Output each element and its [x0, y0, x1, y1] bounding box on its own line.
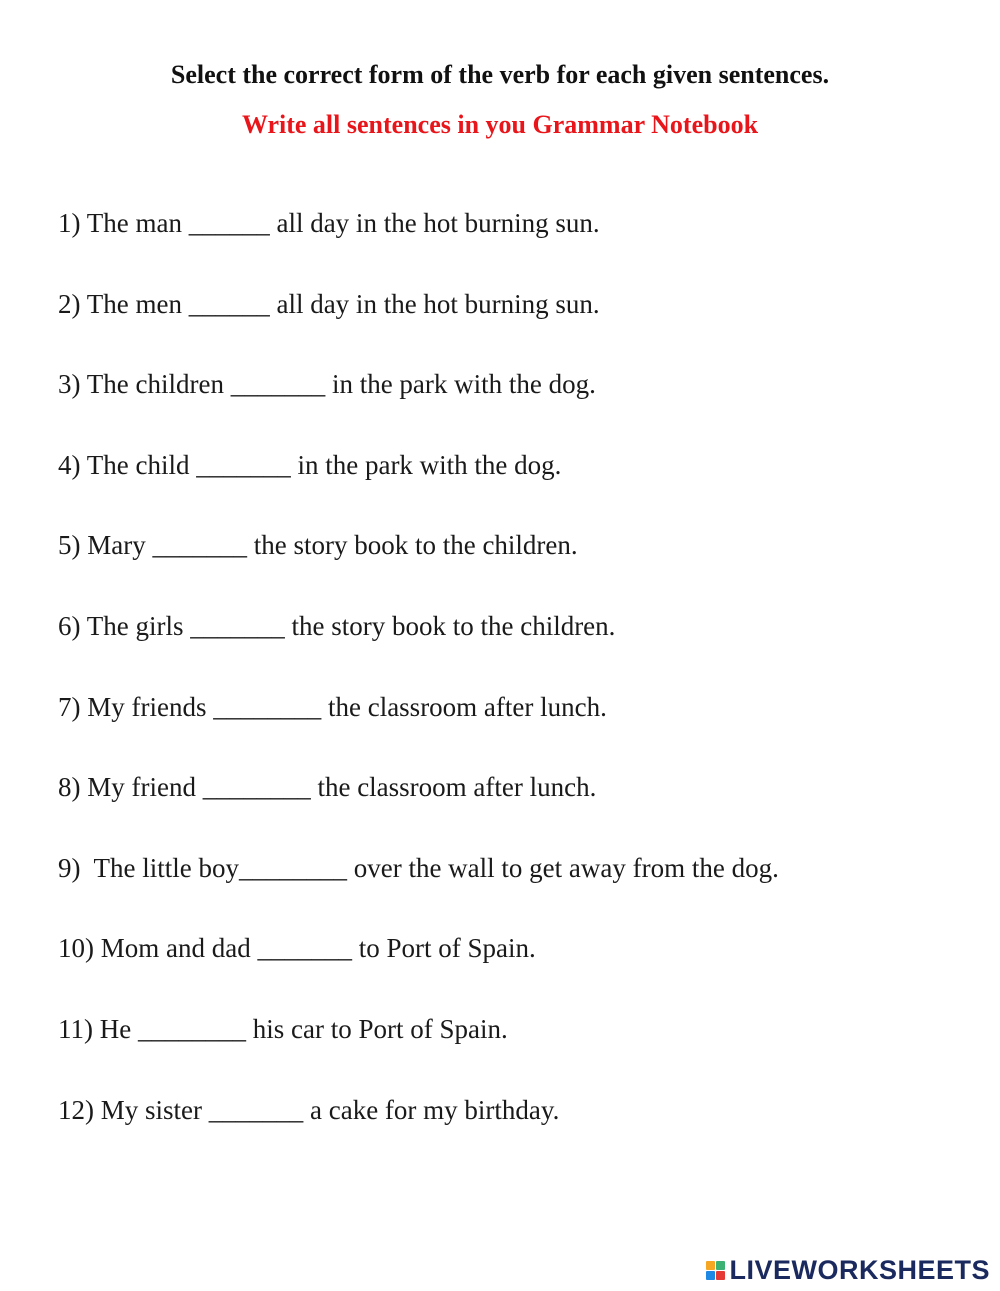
question-item: 8) My friend ________ the classroom after lunch. — [58, 772, 597, 803]
liveworksheets-logo-icon — [706, 1261, 725, 1280]
question-item: 6) The girls _______ the story book to the children. — [58, 610, 616, 641]
page-title: Select the correct form of the verb for each given sentences. — [170, 60, 830, 89]
logo-square — [706, 1271, 715, 1280]
logo-square — [706, 1261, 715, 1270]
logo-square — [716, 1261, 725, 1270]
question-list — [58, 205, 779, 1172]
logo-square — [716, 1271, 725, 1280]
question-item: 1) The man ______ all day in the hot burning sun. — [58, 208, 600, 238]
question-item: 7) My friends ________ the classroom after lunch. — [58, 691, 607, 722]
liveworksheets-logo — [706, 1252, 990, 1288]
question-item: 3) The children _______ in the park with the dog. — [58, 369, 596, 400]
question-item: 10) Mom and dad _______ to Port of Spain. — [58, 933, 536, 964]
question-item: 9) The little boy________ over the wall to get away from the dog. — [58, 852, 779, 883]
logo-text: LIVEWORKSHEETS — [729, 1254, 990, 1285]
question-item: 11) He ________ his car to Port of Spain. — [58, 1013, 508, 1044]
question-item: 5) Mary _______ the story book to the children. — [58, 530, 578, 561]
page-subtitle: Write all sentences in you Grammar Notebook — [241, 110, 759, 139]
question-item: 4) The child _______ in the park with the dog. — [58, 449, 562, 480]
question-item: 2) The men ______ all day in the hot burning sun. — [58, 288, 600, 319]
question-item: 12) My sister _______ a cake for my birthday. — [58, 1094, 560, 1125]
